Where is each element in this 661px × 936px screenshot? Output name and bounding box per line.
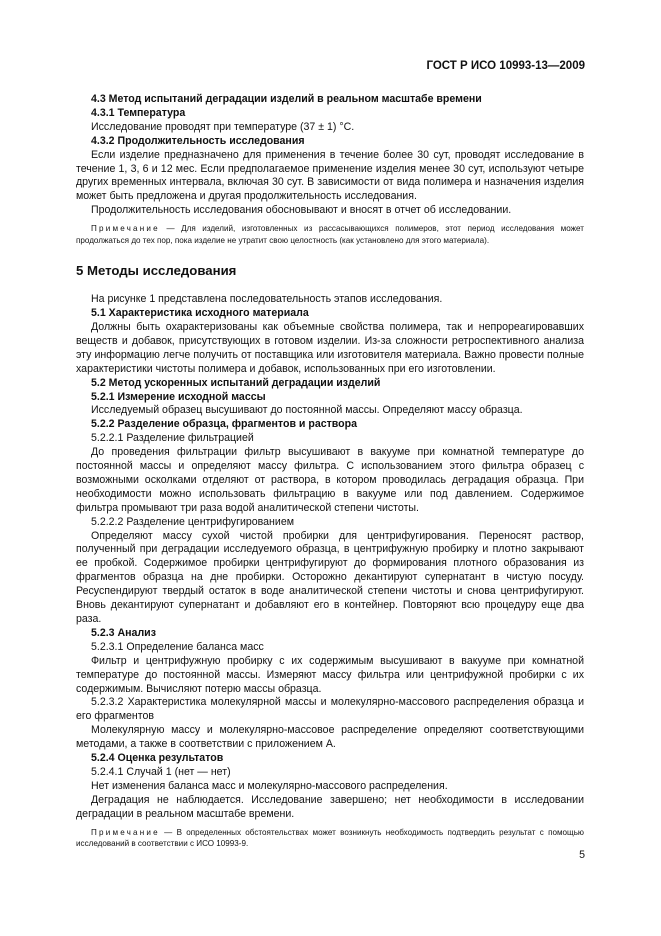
subsection-heading: 5.2.2 Разделение образца, фрагментов и раствора [91,418,358,431]
paragraph: На рисунке 1 представлена последовательность этапов исследования. [91,293,443,306]
paragraph: 5.2.3.1 Определение баланса масс [91,640,264,653]
paragraph: 5.2.4.1 Случай 1 (нет — нет) [91,765,231,778]
paragraph: Нет изменения баланса масс и молекулярно-массового распределения. [91,779,448,792]
paragraph: Определяют массу сухой чистой пробирки для центрифугирования. Переносят раствор, полученный при деградации исследуемого образца, в центрифужную пробирку и плотно закрывают ее пробкой. Содержимое пробирки центрифугируют до формирования плотного образования из фрагментов образца на дне пробирки. Осторожно декантируют супернатант в чистую посуду. Ресуспендируют твердый остаток в воде аналитической степени чистоты и снова центрифугируют. Вновь декантируют супернатант и добавляют его в контейнер. Повторяют всю процедуру еще два раза. [76,529,584,625]
subsection-heading: 5.1 Характеристика исходного материала [91,307,309,320]
paragraph: 5.2.3.2 Характеристика молекулярной массы и молекулярно-массового распределения образца и его фрагментов [76,696,584,723]
note-text: — Для изделий, изготовленных из рассасывающихся полимеров, этот период исследования может продолжаться до тех пор, пока изделие не утратит свою целостность (как установлено для этого материала). [76,224,584,245]
subsection-heading: 4.3 Метод испытаний деградации изделий в реальном масштабе времени [91,93,482,105]
paragraph: 5.2.2.1 Разделение фильтрацией [91,432,254,445]
document-body [76,93,584,850]
paragraph: Деградация не наблюдается. Исследование завершено; нет необходимости в исследовании деградации в реальном масштабе времени. [76,793,584,820]
paragraph: Продолжительность исследования обосновывают и вносят в отчет об исследовании. [91,204,512,217]
document-header: ГОСТ Р ИСО 10993-13—2009 [426,60,585,72]
note [76,827,584,850]
paragraph: До проведения фильтрации фильтр высушивают в вакууме при комнатной температуре до постоянной массы и определяют массу фильтра. С использованием этого фильтра образец с возможными осколками отделяют от раствора, в котором проводилась деградация образца. При необходимости можно использовать фильтрацию в вакууме или под давлением. Содержимое фильтра промывают три раза водой аналитической степени чистоты. [76,446,584,514]
subsection-heading: 5.2 Метод ускоренных испытаний деградации изделий [91,376,381,389]
note [76,223,584,246]
subsection-heading: 5.2.3 Анализ [91,626,156,639]
paragraph: 5.2.2.2 Разделение центрифугированием [91,515,295,528]
paragraph: Молекулярную массу и молекулярно-массовое распределение определяют соответствующими методами, а также в соответствии с приложением А. [76,724,584,751]
note-label: Примечание [91,827,160,837]
subsection-heading: 5.2.4 Оценка результатов [91,752,224,765]
paragraph: Фильтр и центрифужную пробирку с их содержимым высушивают в вакууме при комнатной температуре до постоянной массы. Измеряют массу фильтра или центрифужной пробирки с их содержимым. Вычисляют потерю массы образца. [76,654,584,695]
paragraph: Должны быть охарактеризованы как объемные свойства полимера, так и непрореагировавших веществ и добавок, присутствующих в готовом изделии. Из-за сложности ретроспективного анализа эту информацию легче получить от поставщика или изготовителя материала. Важно провести полные характеристики чистоты полимера и добавок, использованных при его изготовлении. [76,320,584,375]
paragraph: Если изделие предназначено для применения в течение более 30 сут, проводят исследование в течение 1, 3, 6 и 12 мес. Если предполагаемое применение изделия менее 30 сут, используют четыре других временных интервала, включая 30 сут. В зависимости от вида полимера и назначения изделия может быть предложена и другая продолжительность исследования. [76,148,584,203]
paragraph: Исследование проводят при температуре (37 ± 1) °С. [91,120,355,133]
subsection-heading: 4.3.2 Продолжительность исследования [91,134,305,147]
note-label: Примечание [91,224,160,234]
note-text: — В определенных обстоятельствах может возникнуть необходимость подтвердить результат с помощью исследований в соответствии с ИСО 10993-9. [76,827,584,849]
subsection-heading: 4.3.1 Температура [91,106,186,119]
paragraph: Исследуемый образец высушивают до постоянной массы. Определяют массу образца. [91,404,523,417]
page-number: 5 [579,849,585,861]
subsection-heading: 5.2.1 Измерение исходной массы [91,390,266,403]
section-heading: 5 Методы исследования [76,263,237,279]
